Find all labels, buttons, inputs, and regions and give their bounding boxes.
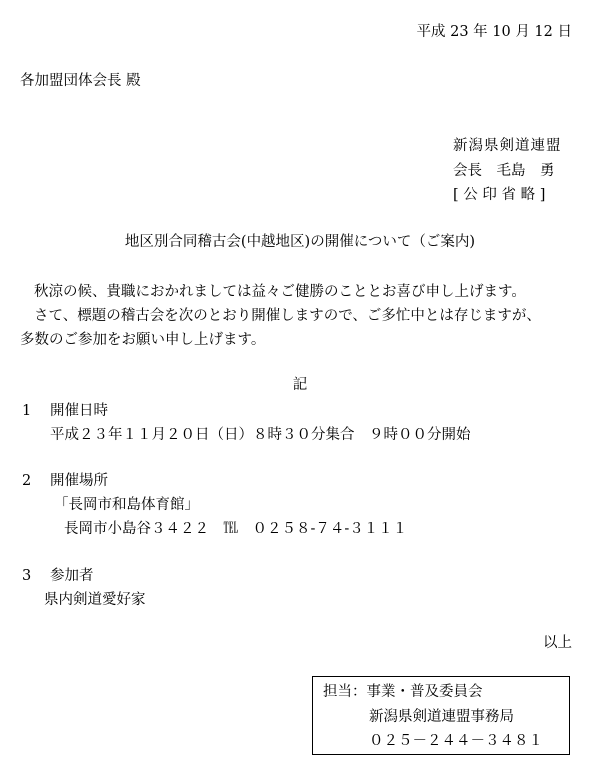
contact-department: 担当：事業・普及委員会	[323, 684, 483, 700]
body-paragraph-line: 多数のご参加をお願い申し上げます。	[20, 332, 266, 348]
sender-name: 会長 毛島 勇	[453, 163, 555, 179]
contact-office: 新潟県剣道連盟事務局	[369, 709, 514, 725]
body-paragraph-line: さて、標題の稽古会を次のとおり開催しますので、ご多忙中とは存じますが、	[34, 308, 541, 324]
section-number: 2	[22, 473, 32, 489]
recipient: 各加盟団体会長 殿	[20, 73, 141, 89]
body-paragraph-line: 秋涼の候、貴職におかれましては益々ご健勝のこととお喜び申し上げます。	[34, 284, 526, 300]
contact-box	[312, 676, 570, 755]
section-number: 1	[22, 403, 32, 419]
section-detail: 平成２３年１１月２０日（日）８時３０分集合 ９時００分開始	[50, 427, 471, 443]
section-heading: 参加者	[50, 568, 94, 584]
document-title: 地区別合同稽古会(中越地区)の開催について（ご案内)	[124, 234, 476, 250]
section-detail: 県内剣道愛好家	[44, 592, 146, 608]
closing-mark: 以上	[543, 635, 572, 651]
seal-omitted-note: [ 公 印 省 略 ]	[453, 187, 546, 203]
section-heading: 開催日時	[50, 403, 108, 419]
section-number: 3	[22, 568, 32, 584]
sender-organization: 新潟県剣道連盟	[453, 138, 562, 154]
ki-heading: 記	[292, 377, 308, 393]
contact-phone: ０２５－２４４－３４８１	[369, 733, 543, 749]
section-detail: 「長岡市和島体育館」	[54, 497, 199, 513]
section-heading: 開催場所	[50, 473, 108, 489]
document-date: 平成 23 年 10 月 12 日	[416, 24, 572, 40]
section-detail: 長岡市小島谷３４２２ ℡ ０２５８-７４-３１１１	[64, 521, 408, 537]
